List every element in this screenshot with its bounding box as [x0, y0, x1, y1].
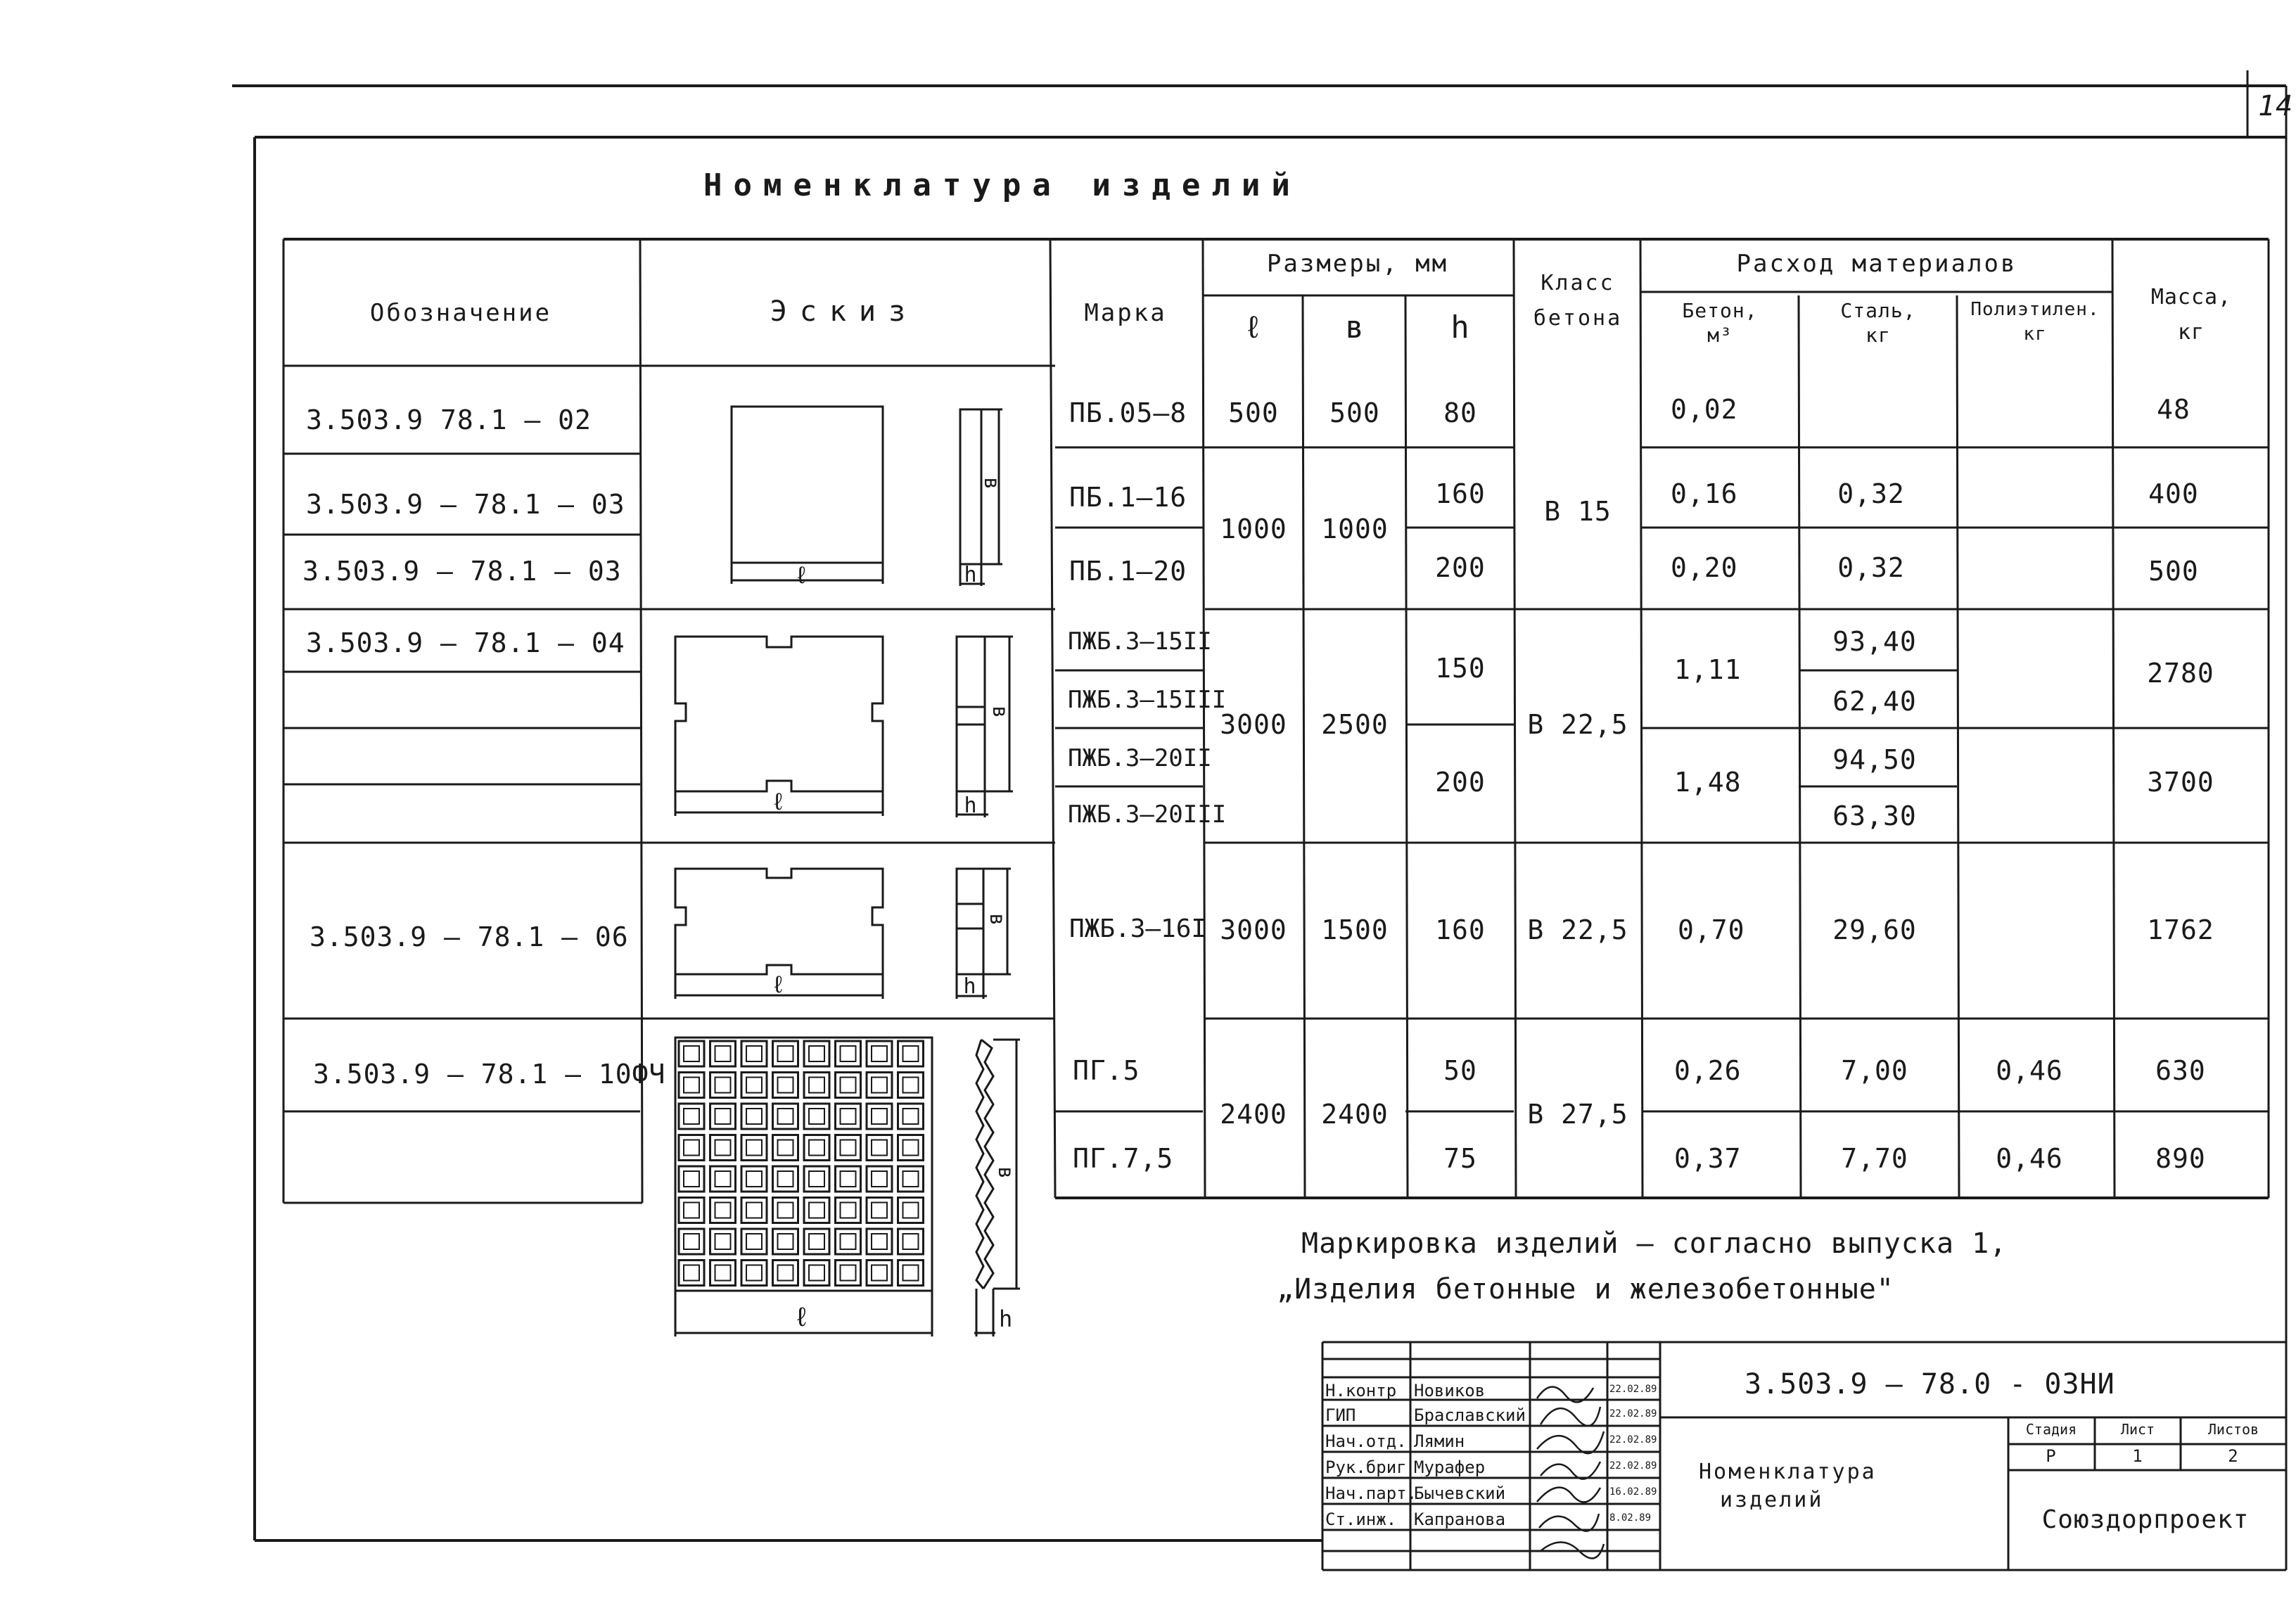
mark-pzhb-20-2: ПЖБ.3–20II [1068, 744, 1212, 772]
size-l-pzhb16: 3000 [1220, 914, 1287, 945]
grid-cell-inner [872, 1171, 887, 1187]
stamp-role: Рук.бриг [1325, 1457, 1407, 1477]
grid-cell [710, 1229, 736, 1254]
grid-cell [710, 1261, 736, 1286]
stamp-role: Нач.отд. [1325, 1431, 1407, 1451]
grid-cell [773, 1198, 798, 1223]
grid-cell [898, 1166, 924, 1192]
grid-cell-inner [778, 1140, 793, 1156]
mass-pg75: 890 [2155, 1143, 2206, 1174]
grid-cell [679, 1041, 704, 1066]
grid-cell [710, 1198, 736, 1223]
grid-cell-inner [746, 1234, 762, 1249]
grid-cell-inner [903, 1203, 919, 1218]
stamp-name: Мурафер [1414, 1457, 1486, 1477]
grid-cell [679, 1166, 704, 1192]
stamp-name: Браславский [1414, 1405, 1526, 1425]
sketch1-l-label: ℓ [794, 561, 810, 589]
grid-cell-inner [809, 1234, 824, 1249]
grid-cell [679, 1104, 704, 1129]
grid-cell-inner [715, 1140, 731, 1156]
grid-cell-inner [715, 1046, 731, 1061]
stamp-stage: Р [2046, 1446, 2057, 1466]
stamp-code: 3.503.9 – 78.0 - 03НИ [1745, 1368, 2115, 1400]
grid-cell-inner [809, 1171, 824, 1187]
stamp-date: 22.02.89 [1609, 1460, 1657, 1472]
stamp-sheets-label: Листов [2207, 1421, 2259, 1438]
stamp-title-2: изделий [1720, 1488, 1824, 1512]
poly-pg75: 0,46 [1996, 1143, 2063, 1174]
grid-cell-inner [778, 1109, 793, 1124]
steel-pzhb-20-2: 94,50 [1832, 744, 1917, 775]
grid-cell-inner [715, 1265, 731, 1281]
designation-5: 3.503.9 – 78.1 – 10ФЧ [313, 1059, 666, 1090]
grid-cell [741, 1229, 767, 1254]
grid-cell-inner [778, 1203, 793, 1218]
grid-cell-inner [872, 1265, 887, 1281]
mass-pzhb16: 1762 [2147, 914, 2214, 945]
grid-cell [898, 1198, 924, 1223]
concrete-pb05: 0,02 [1671, 394, 1738, 425]
concrete-pzhb16: 0,70 [1678, 914, 1745, 945]
stamp-title-1: Номенклатура [1699, 1460, 1877, 1484]
stamp-sheets: 2 [2228, 1446, 2239, 1466]
grid-cell-inner [872, 1203, 887, 1218]
grid-cell-inner [746, 1109, 762, 1124]
grid-cell-inner [746, 1265, 762, 1281]
grid-cell [679, 1198, 704, 1223]
grid-cell [773, 1104, 798, 1129]
grid-cell-inner [872, 1140, 887, 1156]
stamp-date: 16.02.89 [1609, 1486, 1657, 1498]
grid-cell-inner [746, 1078, 762, 1093]
stamp-role: ГИП [1325, 1405, 1356, 1425]
size-b-pzhb: 2500 [1321, 709, 1389, 740]
grid-cell [804, 1166, 829, 1192]
grid-cell [836, 1229, 861, 1254]
mark-pb05: ПБ.05–8 [1069, 397, 1187, 428]
grid-cell [836, 1135, 861, 1161]
grid-cell [898, 1073, 924, 1098]
grid-cell [836, 1166, 861, 1192]
grid-cell-inner [841, 1203, 856, 1218]
designation-2: 3.503.9 – 78.1 – 03 [302, 556, 622, 587]
grid-cell [773, 1229, 798, 1254]
concrete-pzhb-15: 1,11 [1674, 654, 1742, 685]
grid-cell [836, 1041, 861, 1066]
header-size-l: ℓ [1244, 310, 1263, 345]
mass-pg5: 630 [2155, 1055, 2206, 1086]
grid-cell [741, 1198, 767, 1223]
grid-cell-inner [809, 1078, 824, 1093]
grid-cell [741, 1073, 767, 1098]
grid-cell-inner [715, 1203, 731, 1218]
grid-cell [773, 1041, 798, 1066]
grid-cell-inner [903, 1265, 919, 1281]
grid-cell-inner [715, 1234, 731, 1249]
concrete-pg5: 0,26 [1674, 1055, 1742, 1086]
sheet-number: 14 [2258, 90, 2294, 122]
size-l-pzhb: 3000 [1220, 709, 1287, 740]
sketch4-l-label: ℓ [793, 1301, 810, 1332]
grid-cell-inner [684, 1046, 699, 1061]
grid-cell [898, 1229, 924, 1254]
grid-cell-inner [746, 1140, 762, 1156]
grid-cell [773, 1261, 798, 1286]
grid-cell-inner [809, 1046, 824, 1061]
header-mass-1: Масса, [2150, 285, 2232, 310]
grid-cell-inner [841, 1171, 856, 1187]
size-h-pg5: 50 [1443, 1055, 1477, 1086]
grid-cell [804, 1135, 829, 1161]
grid-cell-inner [684, 1078, 699, 1093]
size-h-pb05: 80 [1443, 397, 1477, 428]
concrete-pzhb-20: 1,48 [1674, 767, 1742, 798]
class-b15: В 15 [1544, 496, 1612, 527]
stamp-role: Н.контр [1325, 1381, 1397, 1400]
grid-cell-inner [903, 1109, 919, 1124]
size-h-pzhb-20: 200 [1435, 767, 1486, 798]
steel-pzhb-15-3: 62,40 [1832, 686, 1917, 717]
grid-cell [898, 1261, 924, 1286]
steel-pzhb-20-3: 63,30 [1832, 800, 1917, 831]
grid-cell-inner [903, 1140, 919, 1156]
concrete-pb1-16: 0,16 [1671, 478, 1738, 509]
stamp-role: Нач.парт. [1325, 1483, 1417, 1503]
grid-cell [804, 1073, 829, 1098]
grid-cell [867, 1135, 892, 1161]
size-h-pb1-16: 160 [1435, 478, 1486, 509]
grid-cell [773, 1166, 798, 1192]
mark-pzhb-15-3: ПЖБ.3–15III [1068, 686, 1227, 714]
grid-cell [867, 1104, 892, 1129]
stamp-name: Новиков [1414, 1381, 1486, 1400]
stamp-sheet: 1 [2132, 1446, 2143, 1466]
grid-cell-inner [903, 1234, 919, 1249]
sketch2-h-label: h [964, 793, 978, 818]
grid-cell-inner [684, 1203, 699, 1218]
designation-0: 3.503.9 78.1 – 02 [306, 404, 592, 435]
size-h-pzhb-15: 150 [1435, 653, 1486, 684]
stamp-name: Бычевский [1414, 1483, 1506, 1503]
mark-pzhb-15-2: ПЖБ.3–15II [1068, 627, 1212, 656]
grid-cell [741, 1135, 767, 1161]
grid-cell [741, 1166, 767, 1192]
header-size-b: в [1345, 310, 1365, 345]
grid-cell-inner [903, 1171, 919, 1187]
sketch1-b-label: в [979, 476, 1005, 491]
grid-cell-inner [809, 1265, 824, 1281]
header-size-h: h [1450, 310, 1470, 345]
sketch1-h-label: h [964, 563, 978, 587]
grid-cell [710, 1041, 736, 1066]
mass-pb1-16: 400 [2148, 478, 2199, 509]
steel-pzhb-15-2: 93,40 [1832, 626, 1917, 657]
grid-cell [679, 1229, 704, 1254]
sketch4-b-label: в [993, 1166, 1019, 1180]
size-l-pb05: 500 [1228, 397, 1279, 428]
mark-pg5: ПГ.5 [1073, 1055, 1140, 1086]
size-l-pb1: 1000 [1220, 513, 1287, 544]
grid-cell-inner [715, 1109, 731, 1124]
grid-cell [836, 1104, 861, 1129]
grid-cell [898, 1104, 924, 1129]
stamp-date: 22.02.89 [1609, 1434, 1657, 1446]
grid-cell [836, 1073, 861, 1098]
grid-cell [710, 1166, 736, 1192]
grid-cell [836, 1261, 861, 1286]
grid-cell [867, 1229, 892, 1254]
grid-cell-inner [746, 1046, 762, 1061]
grid-cell [867, 1166, 892, 1192]
grid-cell-inner [872, 1046, 887, 1061]
grid-cell [710, 1135, 736, 1161]
header-steel-1: Сталь, [1840, 299, 1916, 322]
header-class-2: бетона [1533, 306, 1623, 331]
grid-cell [710, 1104, 736, 1129]
steel-pb1-20: 0,32 [1837, 552, 1905, 583]
mark-pzhb-20-3: ПЖБ.3–20III [1068, 800, 1227, 829]
header-mark: Марка [1084, 299, 1167, 327]
header-consumption: Расход материалов [1736, 250, 2017, 278]
grid-cell [741, 1041, 767, 1066]
stamp-name: Капранова [1414, 1510, 1506, 1529]
grid-cell-inner [841, 1234, 856, 1249]
grid-cell-inner [809, 1109, 824, 1124]
grid-cell [867, 1041, 892, 1066]
grid-cell-inner [841, 1046, 856, 1061]
sketch4-h-label: h [999, 1306, 1014, 1332]
size-h-pzhb16: 160 [1435, 914, 1486, 945]
header-steel-2: кг [1866, 324, 1891, 347]
size-b-pb1: 1000 [1321, 513, 1389, 544]
concrete-pg75: 0,37 [1674, 1143, 1742, 1174]
mark-pb1-20: ПБ.1–20 [1069, 556, 1187, 587]
sketch3-h-label: h [963, 974, 977, 999]
stamp-date: 22.02.89 [1609, 1384, 1657, 1395]
header-mass-2: кг [2177, 320, 2205, 345]
sketch3-b-label: в [985, 912, 1010, 927]
grid-cell-inner [903, 1078, 919, 1093]
grid-cell [741, 1261, 767, 1286]
grid-cell-inner [778, 1234, 793, 1249]
grid-cell [679, 1261, 704, 1286]
mass-pb05: 48 [2157, 394, 2190, 425]
grid-cell-inner [684, 1171, 699, 1187]
poly-pg5: 0,46 [1996, 1055, 2063, 1086]
grid-cell [773, 1073, 798, 1098]
grid-cell-inner [746, 1171, 762, 1187]
grid-cell [773, 1135, 798, 1161]
grid-cell-inner [778, 1046, 793, 1061]
grid-cell [804, 1198, 829, 1223]
mass-pzhb-20: 3700 [2147, 767, 2214, 798]
size-b-pb05: 500 [1329, 397, 1380, 428]
stamp-name: Лямин [1414, 1431, 1465, 1451]
sketch3-l-label: ℓ [771, 971, 786, 999]
grid-cell-inner [841, 1109, 856, 1124]
steel-pg5: 7,00 [1841, 1055, 1908, 1086]
grid-cell-inner [715, 1078, 731, 1093]
steel-pg75: 7,70 [1841, 1143, 1908, 1174]
grid-cell [679, 1135, 704, 1161]
stamp-org: Союздорпроект [2041, 1505, 2250, 1534]
mass-pb1-20: 500 [2148, 556, 2199, 587]
note-line-1: Маркировка изделий – согласно выпуска 1, [1301, 1227, 2008, 1260]
concrete-pb1-20: 0,20 [1671, 552, 1738, 583]
mark-pg75: ПГ.7,5 [1073, 1143, 1174, 1174]
grid-cell-inner [684, 1140, 699, 1156]
size-h-pb1-20: 200 [1435, 552, 1486, 583]
class-b225: В 22,5 [1527, 709, 1628, 740]
grid-cell-inner [684, 1109, 699, 1124]
grid-cell [804, 1229, 829, 1254]
grid-cell-inner [809, 1203, 824, 1218]
page-title: Номенклатура изделий [703, 167, 1301, 203]
grid-cell-inner [809, 1140, 824, 1156]
grid-cell [679, 1073, 704, 1098]
grid-cell [804, 1261, 829, 1286]
steel-pb1-16: 0,32 [1837, 478, 1905, 509]
header-sizes: Размеры, мм [1266, 250, 1449, 278]
size-l-pg: 2400 [1220, 1099, 1287, 1130]
grid-cell-inner [841, 1140, 856, 1156]
grid-cell-inner [684, 1234, 699, 1249]
designation-4: 3.503.9 – 78.1 – 06 [310, 921, 629, 952]
sketch2-b-label: в [988, 705, 1013, 720]
grid-cell-inner [872, 1078, 887, 1093]
grid-cell-inner [872, 1109, 887, 1124]
designation-3: 3.503.9 – 78.1 – 04 [306, 627, 625, 658]
grid-cell [898, 1135, 924, 1161]
grid-cell-inner [903, 1046, 919, 1061]
grid-cell-inner [746, 1203, 762, 1218]
size-h-pg75: 75 [1443, 1143, 1477, 1174]
header-poly-1: Полиэтилен. [1970, 299, 2100, 320]
grid-cell-inner [872, 1234, 887, 1249]
stamp-role: Ст.инж. [1325, 1510, 1397, 1529]
grid-cell-inner [778, 1078, 793, 1093]
grid-cell-inner [778, 1171, 793, 1187]
header-sketch: Эскиз [770, 295, 919, 328]
grid-cell [741, 1104, 767, 1129]
grid-cell [898, 1041, 924, 1066]
sketch2-l-label: ℓ [771, 788, 786, 816]
stamp-date: 8.02.89 [1609, 1512, 1652, 1524]
size-b-pg: 2400 [1321, 1099, 1389, 1130]
class-b275: В 27,5 [1527, 1099, 1628, 1130]
grid-cell-inner [715, 1171, 731, 1187]
note-line-2: „Изделия бетонные и железобетонные" [1277, 1273, 1894, 1306]
grid-cell-inner [684, 1265, 699, 1281]
steel-pzhb16: 29,60 [1832, 914, 1917, 945]
stamp-sheet-label: Лист [2120, 1421, 2155, 1438]
grid-cell-inner [778, 1265, 793, 1281]
class-pzhb16: В 22,5 [1527, 914, 1628, 945]
header-class-1: Класс [1541, 271, 1615, 295]
grid-cell-inner [841, 1078, 856, 1093]
grid-cell-inner [841, 1265, 856, 1281]
header-concrete-1: Бетон, [1682, 299, 1758, 322]
grid-cell [867, 1198, 892, 1223]
grid-cell [867, 1261, 892, 1286]
grid-cell [804, 1104, 829, 1129]
mass-pzhb-15: 2780 [2147, 658, 2214, 689]
size-b-pzhb16: 1500 [1321, 914, 1389, 945]
grid-plate-cells [679, 1041, 924, 1286]
header-poly-2: кг [2023, 324, 2047, 345]
grid-cell [710, 1073, 736, 1098]
grid-cell [836, 1198, 861, 1223]
grid-cell [867, 1073, 892, 1098]
header-concrete-2: м³ [1707, 324, 1733, 347]
mark-pb1-16: ПБ.1–16 [1069, 482, 1187, 513]
grid-cell [804, 1041, 829, 1066]
mark-pzhb-16-1: ПЖБ.3–16I [1069, 914, 1207, 943]
stamp-stage-label: Стадия [2025, 1421, 2077, 1438]
stamp-date: 22.02.89 [1609, 1408, 1657, 1419]
designation-1: 3.503.9 – 78.1 – 03 [306, 489, 625, 520]
header-designation: Обозначение [369, 299, 552, 327]
